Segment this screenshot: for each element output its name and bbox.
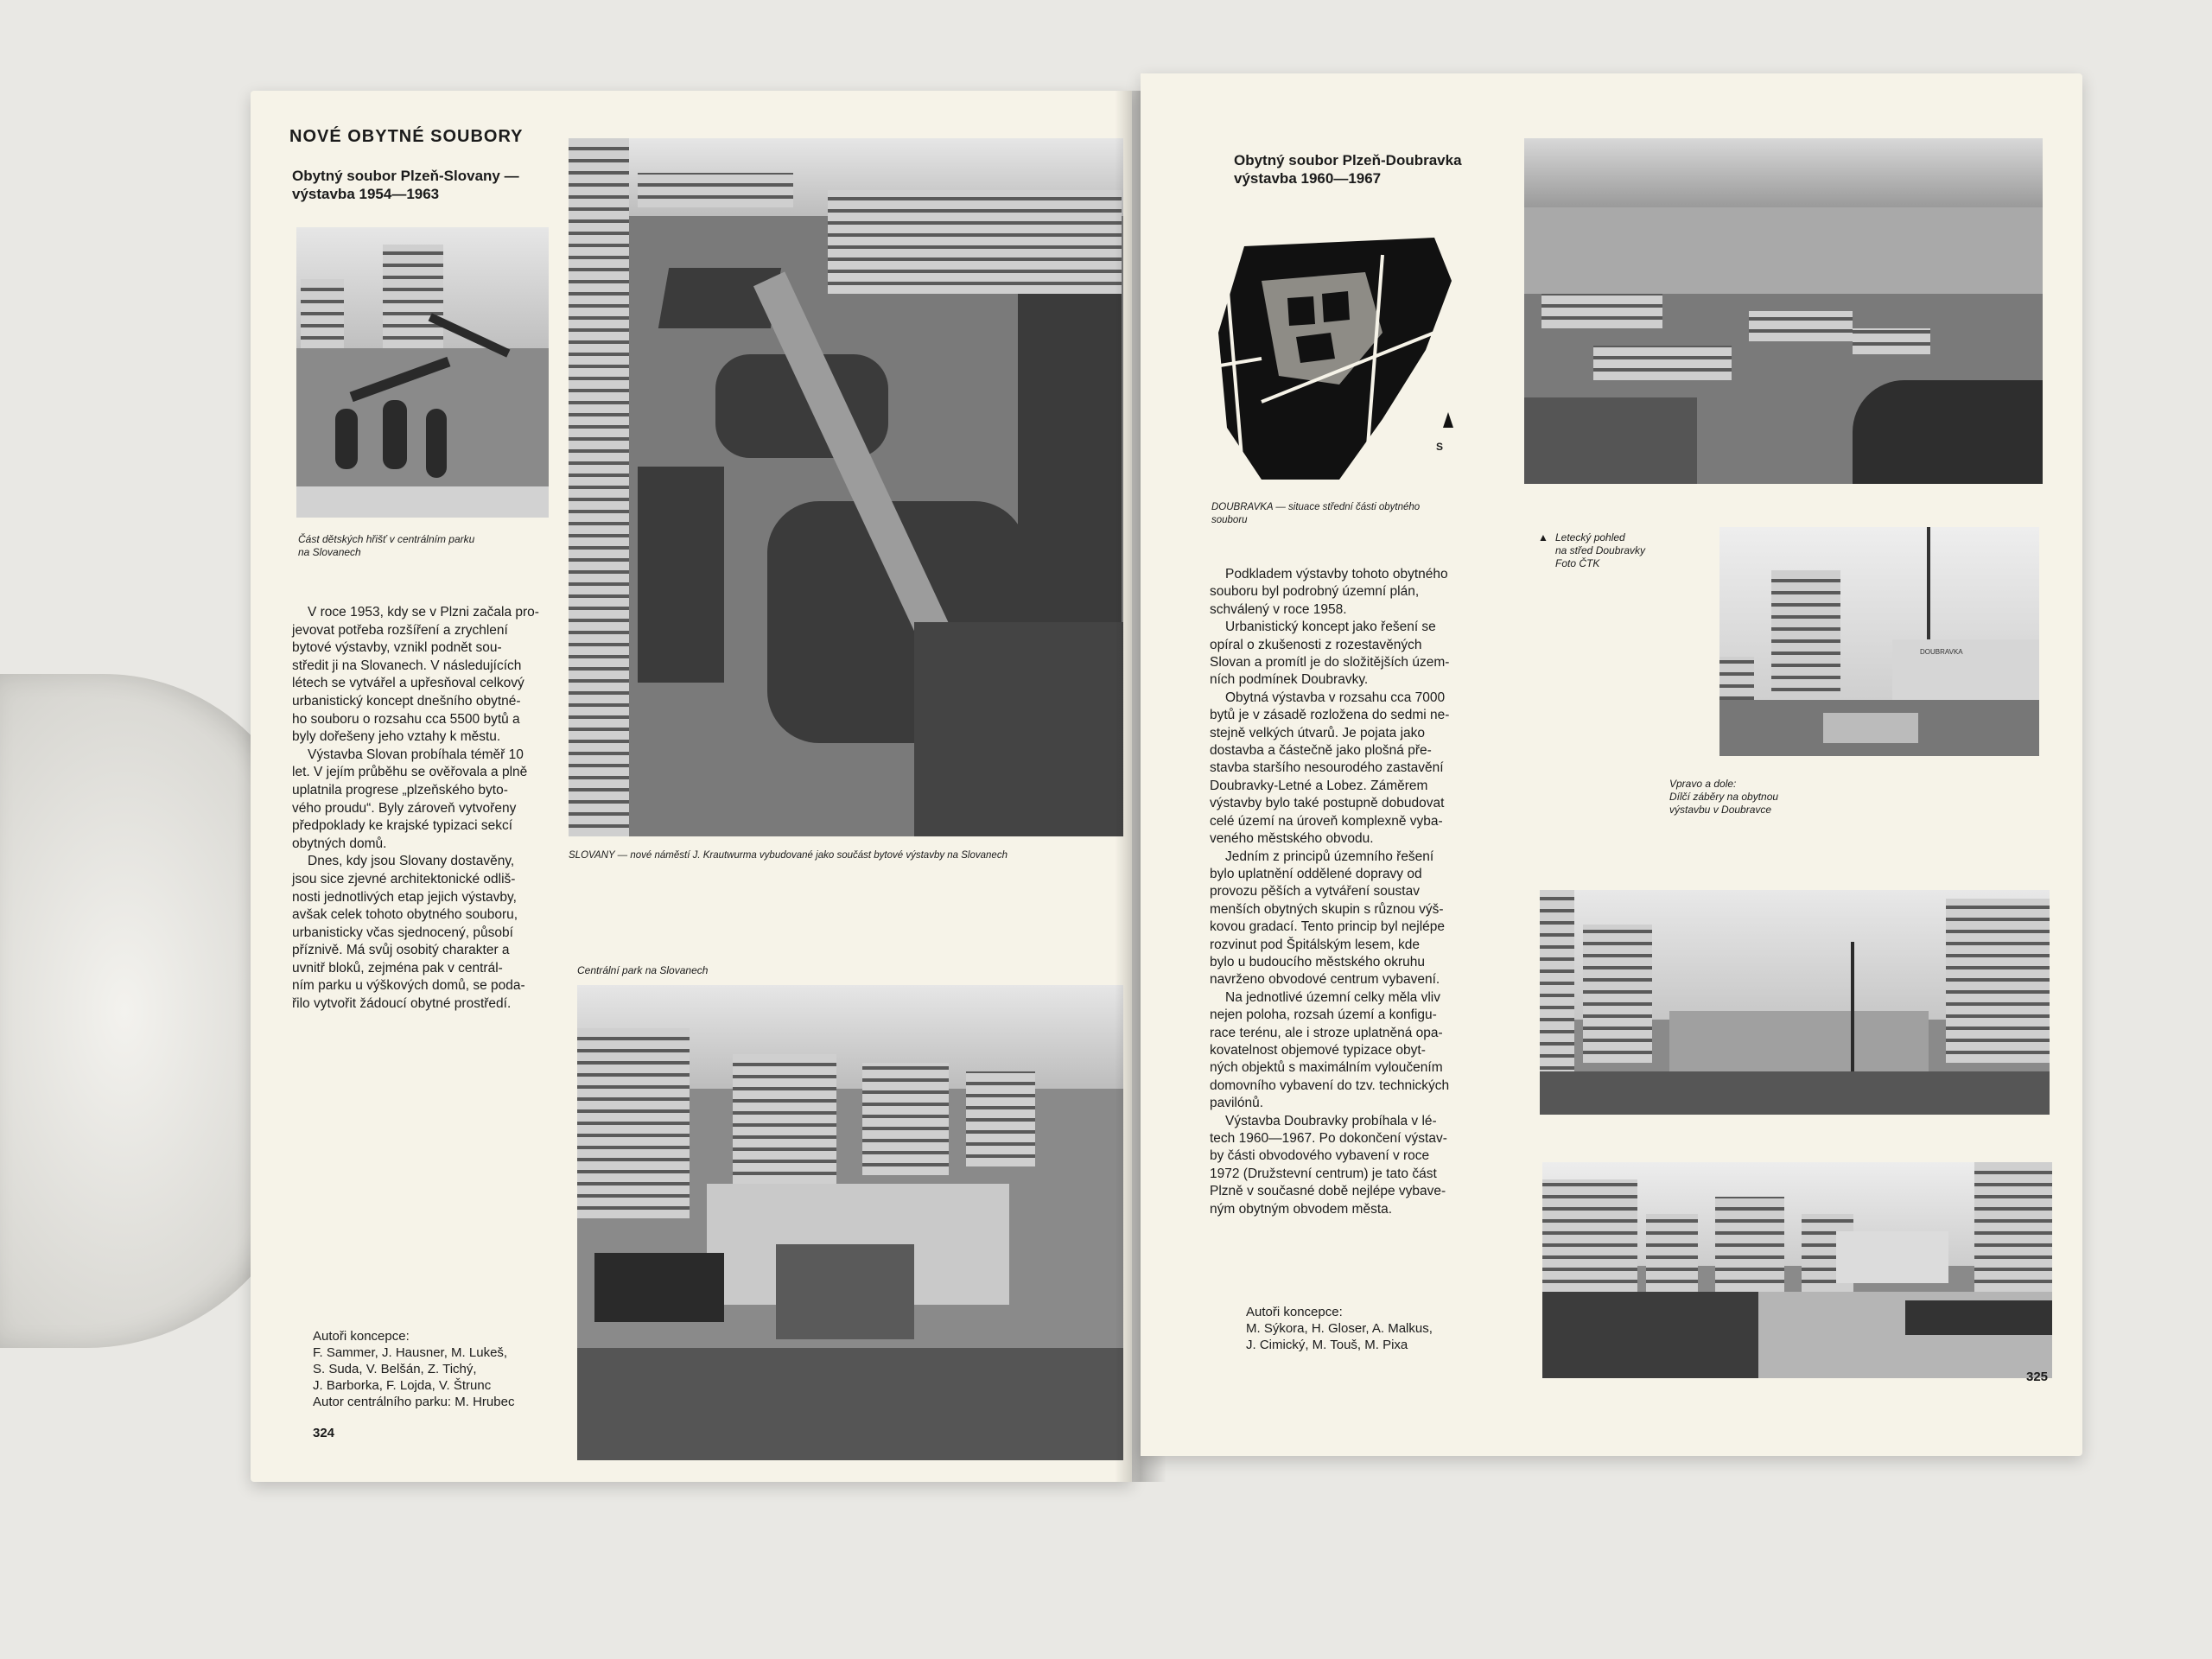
text-line: urbanisticky včas sjednocený, působí [292,925,513,940]
caption-line: Část dětských hřišť v centrálním parku [298,533,475,545]
text-line: Výstavba Slovan probíhala téměř 10 [308,747,524,762]
author-line: S. Suda, V. Belšán, Z. Tichý, [313,1362,477,1376]
caption-line: výstavbu v Doubravce [1669,804,1772,816]
caption-line: Vpravo a dole: [1669,778,1737,790]
text-line: ho souboru o rozsahu cca 5500 bytů a [292,711,520,727]
aerial-caption [1538,531,1702,570]
text-line: urbanistický koncept dnešního obytné- [292,693,521,709]
text-line: Podkladem výstavby tohoto obytného [1225,567,1448,582]
text-line: byly dořešeny jeho vztahy k městu. [292,729,501,745]
text-line: domovního vybavení do tzv. technických [1210,1077,1450,1093]
caption-line: Letecký pohled [1555,531,1625,543]
central-park-photo [577,985,1123,1460]
text-line: V roce 1953, kdy se v Plzni začala pro- [308,605,539,620]
author-line: Autoři koncepce: [313,1329,410,1344]
text-line: ním parku u výškových domů, se poda- [292,978,525,994]
text-line: by části obvodového vybavení v roce [1210,1148,1430,1164]
text-line: bytů je v zásadě rozložena do sedmi ne- [1210,708,1450,723]
slovany-square-photo [569,138,1123,836]
text-line: tech 1960—1967. Po dokončení výstav- [1210,1131,1447,1146]
left-subtitle [292,167,551,203]
text-line: Dnes, kdy jsou Slovany dostavěny, [308,854,515,869]
text-line: Výstavba Doubravky probíhala v lé- [1225,1113,1437,1128]
caption-line: Dílčí záběry na obytnou [1669,791,1779,803]
doubravka-housing-photo [1542,1162,2052,1378]
text-line: souboru byl podrobný územní plán, [1210,584,1420,600]
park-caption: Centrální park na Slovanech [577,964,709,976]
map-north-label: S [1436,441,1444,453]
page-number-right: 325 [2026,1370,2049,1384]
left-paragraph-1 [292,604,547,747]
left-paragraph-2 [292,747,547,854]
text-line: bylo u budoucího městského okruhu [1210,954,1426,969]
text-line: výstavby bylo také postupně dobudovat [1210,796,1445,811]
right-paragraph-2 [1210,619,1484,690]
text-line: jsou sice zjevné architektonické odliš- [292,871,516,887]
text-line: předpoklady ke krajské typizaci sekcí [292,818,513,834]
text-line: obytných domů. [292,836,387,851]
left-subtitle-line: Obytný soubor Plzeň-Slovany — [292,168,519,184]
doubravka-map [1210,229,1495,488]
doubravka-tower-photo [1719,527,2039,756]
text-line: ným obytným obvodem města. [1210,1201,1393,1217]
left-body-text [292,604,547,1014]
text-line: celé území na úroveň komplexně vyba- [1210,813,1443,829]
text-line: středit ji na Slovanech. V následujících [292,658,522,673]
triangle-marker-icon: ▲ [1538,531,1548,543]
left-subtitle-line: výstavba 1954—1963 [292,186,440,202]
text-line: Jedním z principů územního řešení [1225,849,1434,864]
author-line: Autoři koncepce: [1246,1305,1343,1319]
right-paragraph-3 [1210,690,1484,849]
doubravka-aerial-photo [1524,138,2043,484]
text-line: uvnitř bloků, zejména pak v centrál- [292,960,503,976]
right-page [1141,73,2082,1456]
text-line: schválený v roce 1958. [1210,601,1347,617]
text-line: race terénu, ale i stroze uplatněná opa- [1210,1025,1443,1040]
author-line: J. Cimický, M. Touš, M. Pixa [1246,1338,1408,1352]
text-line: jevovat potřeba rozšíření a zrychlení [292,622,508,638]
left-authors [313,1328,572,1410]
text-line: řilo vytvořit žádoucí obytné prostředí. [292,996,512,1012]
text-line: stejně velkých útvarů. Je pojata jako [1210,725,1425,741]
author-line: F. Sammer, J. Hausner, M. Lukeš, [313,1345,508,1360]
right-paragraph-1 [1210,566,1484,619]
text-line: bytové výstavby, vznikl podnět sou- [292,640,502,656]
slovany-caption: SLOVANY — nové náměstí J. Krautwurma vybudované jako součást bytové výstavby na Slovanech [569,850,1007,861]
section-title: NOVÉ OBYTNÉ SOUBORY [289,127,524,146]
text-line: kovatelnost objemové typizace obyt- [1210,1042,1426,1058]
magazine-spread [251,65,2082,1491]
text-line: rozvinut pod Špitálským lesem, kde [1210,937,1420,952]
text-line: navrženo obvodové centrum vybavení. [1210,972,1440,988]
right-paragraph-6 [1210,1113,1484,1218]
page-number-left: 324 [313,1426,335,1440]
author-line: J. Barborka, F. Lojda, V. Štrunc [313,1378,492,1393]
text-line: Plzně v současné době nejlépe vybave- [1210,1184,1446,1199]
text-line: veného městského obvodu. [1210,831,1374,847]
left-page [251,91,1132,1482]
text-line: létech se vytvářel a upřesňoval celkový [292,676,524,691]
map-svg [1210,229,1495,488]
text-line: let. V jejím průběhu se ověřovala a plně [292,765,528,780]
text-line: Obytná výstavba v rozsahu cca 7000 [1225,690,1446,705]
left-paragraph-3 [292,853,547,1013]
text-line: pavilónů. [1210,1096,1264,1111]
right-subtitle-line: výstavba 1960—1967 [1234,170,1382,187]
text-line: bylo uplatnění oddělené dopravy od [1210,866,1422,881]
text-line: Na jednotlivé územní celky měla vliv [1225,989,1440,1005]
caption-line: na Slovanech [298,546,361,558]
text-line: ných objektů s maximálním vyloučením [1210,1060,1443,1076]
text-line: nejen poloha, rozsah území a konfigu- [1210,1007,1437,1023]
text-line: provozu pěších a vytváření soustav [1210,884,1420,899]
playground-caption [298,533,557,559]
author-line: Autor centrálního parku: M. Hrubec [313,1395,515,1409]
text-line: kovou gradací. Tento princip byl nejlépe [1210,919,1445,935]
caption-line: DOUBRAVKA — situace střední části obytného [1211,502,1421,512]
text-line: dostavba a částečně jako plošná pře- [1210,743,1432,759]
playground-photo [296,227,549,518]
text-line: Urbanistický koncept jako řešení se [1225,620,1436,635]
author-line: M. Sýkora, H. Gloser, A. Malkus, [1246,1321,1433,1336]
right-authors [1246,1304,1531,1353]
detail-caption [1669,778,1825,817]
right-subtitle-line: Obytný soubor Plzeň-Doubravka [1234,152,1462,168]
text-line: Slovan a promítl je do složitějších územ- [1210,655,1450,671]
text-line: uplatnila progrese „plzeňského byto- [292,782,508,798]
right-paragraph-5 [1210,989,1484,1113]
right-subtitle [1234,151,1519,188]
map-caption [1211,501,1497,527]
caption-line: na střed Doubravky [1555,544,1646,556]
text-line: avšak celek tohoto obytného souboru, [292,907,518,923]
doubravka-sign: DOUBRAVKA [1920,648,1963,656]
text-line: nosti jednotlivých etap jejich výstavby, [292,889,517,905]
text-line: příznivě. Má svůj osobitý charakter a [292,943,510,958]
right-body-text [1210,566,1484,1218]
text-line: opíral o zkušenosti z rozestavěných [1210,637,1422,652]
text-line: vého proudu“. Byly zároveň vytvořeny [292,800,517,816]
text-line: menších obytných skupin s různou výš- [1210,901,1444,917]
caption-line: Foto ČTK [1555,557,1600,569]
right-paragraph-4 [1210,849,1484,989]
text-line: ních podmínek Doubravky. [1210,672,1369,688]
doubravka-street-photo [1540,890,2050,1115]
caption-line: souboru [1211,515,1248,525]
text-line: 1972 (Družstevní centrum) je tato část [1210,1166,1437,1181]
text-line: stavba staršího nesourodého zastavění [1210,760,1444,776]
text-line: Doubravky-Letné a Lobez. Záměrem [1210,778,1428,793]
